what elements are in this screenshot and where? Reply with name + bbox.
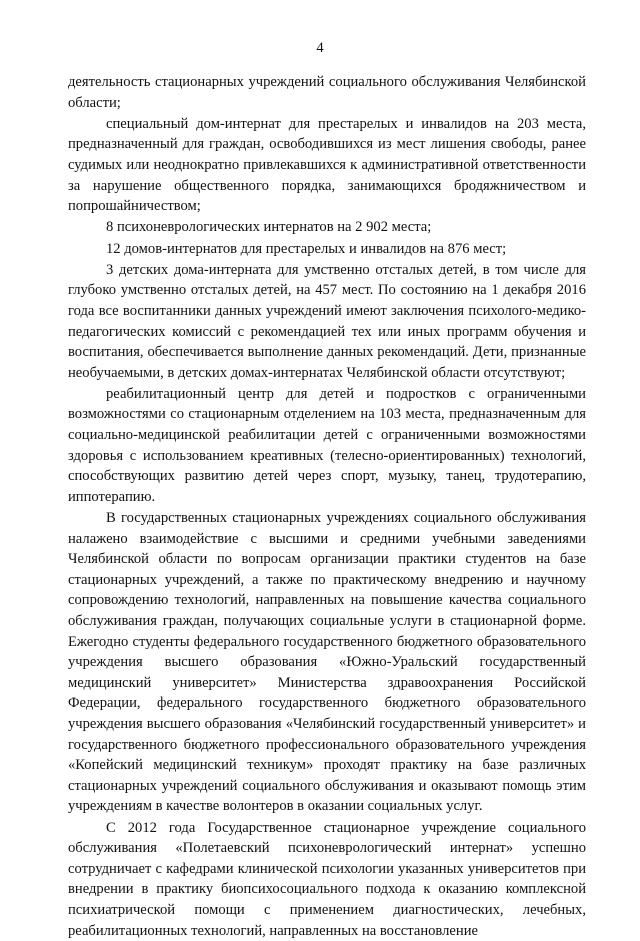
paragraph-rehab-center: реабилитационный центр для детей и подростков с ограниченными возможностями со стационарным отделением на 103 места, предназначенным для социально-медицинской реабилитации детей с ограниченными возможностями здоровья с использованием креативных (телесно-ориентированных) технологий, способствующих развитию детей через спорт, музыку, танец, трудотерапию, иппотерапию. (68, 385, 586, 505)
page-number: 4 (316, 40, 324, 56)
paragraph-continuation: деятельность стационарных учреждений социального обслуживания Челябинской области; (68, 74, 586, 111)
paragraph-children-homes: 3 детских дома-интерната для умственно отсталых детей, в том числе для глубоко умственно отсталых детей, на 457 мест. По состоянию на 1 декабря 2016 года все воспитанники данных учреждений имеют заключения психолого-медико-педагогических комиссий с рекомендацией тех или иных программ обучения и воспитания, обеспечивается выполнение данных рекомендаций. Дети, признанные необучаемыми, в детских домах-интернатах Челябинской области отсутствуют; (68, 261, 586, 381)
document-body (68, 72, 586, 941)
paragraph-cooperation: В государственных стационарных учреждениях социального обслуживания налажено взаимодействие с высшими и средними учебными заведениями Челябинской области по вопросам организации практики студентов на базе стационарных учреждений, а также по практическому внедрению и научному сопровождению технологий, направленных на повышение качества социального обслуживания граждан, получающих социальные услуги в стационарной форме. Ежегодно студенты федерального государственного бюджетного образовательного учреждения высшего образования «Южно-Уральский государственный медицинский университет» Министерства здравоохранения Российской Федерации, федерального государственного бюджетного образовательного учреждения высшего образования «Челябинский государственный университет» и государственного бюджетного профессионального образовательного учреждения «Копейский медицинский техникум» проходят практику на базе различных стационарных учреждений социального обслуживания и оказывают помощь этим учреждениям в качестве волонтеров в оказании социальных услуг. (68, 510, 586, 815)
paragraph-poletaevsky: С 2012 года Государственное стационарное учреждение социального обслуживания «Полетаевский психоневрологический интернат» успешно сотрудничает с кафедрами клинической психологии указанных университетов при внедрении в практику биопсихосоциального подхода к оказанию комплексной психиатрической помощи с применением диагностических, лечебных, реабилитационных технологий, направленных на восстановление (68, 819, 586, 939)
paragraph-elderly-homes: 12 домов-интернатов для престарелых и инвалидов на 876 мест; (106, 240, 507, 257)
paragraph-psycho-internats: 8 психоневрологических интернатов на 2 902 места; (106, 219, 432, 236)
paragraph-special-home: специальный дом-интернат для престарелых и инвалидов на 203 места, предназначенный для граждан, освободившихся из мест лишения свободы, ранее судимых или неоднократно привлекавшихся к административной ответственности за нарушение общественного порядка, занимающихся бродяжничеством и попрошайничеством; (68, 115, 586, 215)
